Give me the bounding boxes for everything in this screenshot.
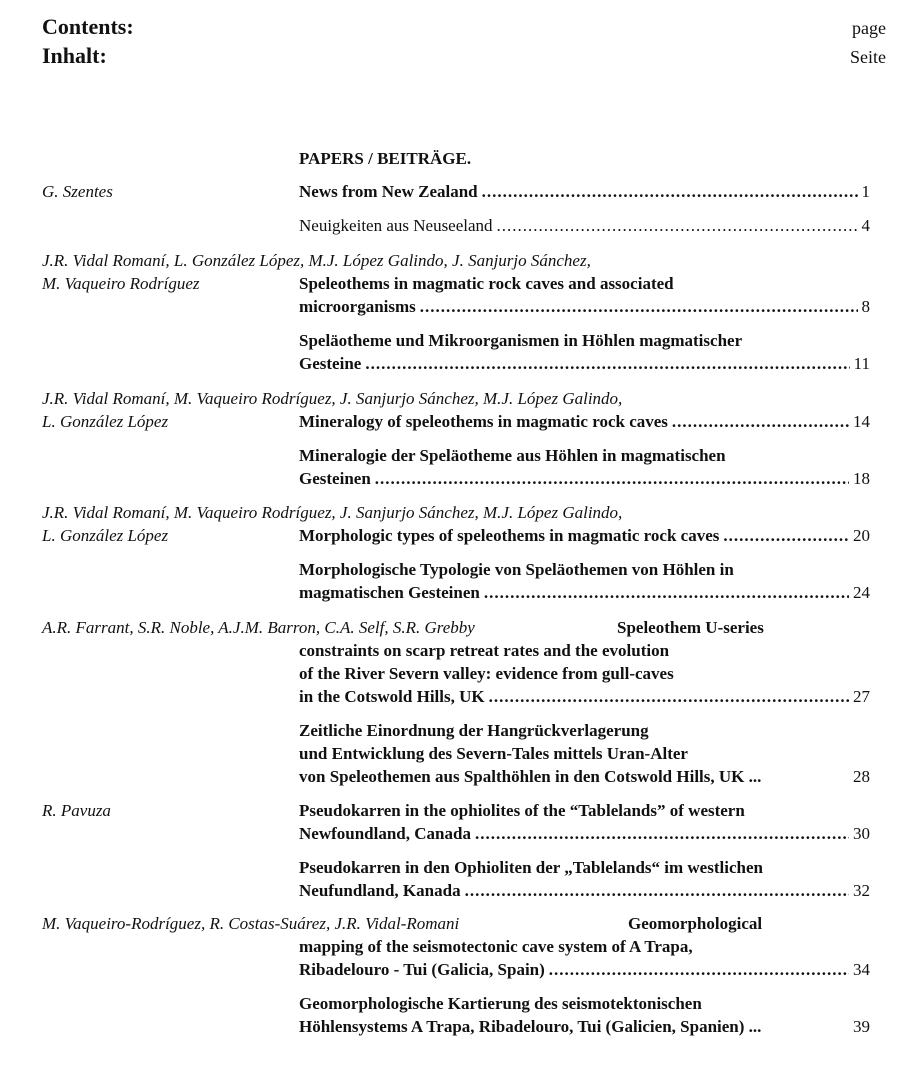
page-number: 11 [853, 354, 870, 373]
entry-title-line: Speleothem U-series [617, 618, 764, 637]
leader-dots [482, 182, 858, 202]
entry-authors: M. Vaqueiro Rodríguez [42, 274, 200, 293]
entry-title: Höhlensystems A Trapa, Ribadelouro, Tui (Galicien, Spanien) ... [299, 1017, 762, 1036]
entry-title: Mineralogy of speleothems in magmatic rock caves [299, 412, 668, 431]
entry-title-line: Mineralogie der Speläotheme aus Höhlen in magmatischen [299, 446, 726, 465]
entry-title: Newfoundland, Canada [299, 824, 471, 843]
toc-entry-de[interactable] [299, 767, 870, 787]
leader-dots [375, 469, 849, 489]
page-number: 8 [861, 297, 870, 316]
entry-title-line: Morphologische Typologie von Speläothemen von Höhlen in [299, 560, 734, 579]
entry-title-line: constraints on scarp retreat rates and the evolution [299, 641, 670, 660]
toc-entry-de[interactable] [299, 469, 870, 489]
entry-authors: R. Pavuza [42, 801, 111, 820]
page-column-label-de: Seite [850, 47, 886, 67]
entry-authors: A.R. Farrant, S.R. Noble, A.J.M. Barron, C.A. Self, S.R. Grebby [42, 618, 475, 637]
leader-dots [365, 354, 849, 374]
toc-entry-de[interactable] [299, 216, 870, 236]
page-number: 1 [861, 182, 870, 201]
entry-title: Neufundland, Kanada [299, 881, 461, 900]
entry-title: microorganisms [299, 297, 416, 316]
toc-entry-de[interactable] [299, 354, 870, 374]
page-number: 14 [853, 412, 870, 431]
page-number: 18 [853, 469, 870, 488]
section-title: PAPERS / BEITRÄGE. [299, 149, 472, 168]
leader-dots [549, 960, 849, 980]
page-number: 32 [853, 881, 870, 900]
entry-title: in the Cotswold Hills, UK [299, 687, 485, 706]
entry-title-line: Pseudokarren in den Ophioliten der „Tablelands“ im westlichen [299, 858, 763, 877]
leader-dots [465, 881, 849, 901]
page-number: 34 [853, 960, 870, 979]
contents-heading-en: Contents: [42, 14, 134, 39]
toc-entry-en[interactable] [299, 182, 870, 202]
entry-title-line: Geomorphologische Kartierung des seismotektonischen [299, 994, 702, 1013]
entry-title-line: of the River Severn valley: evidence from gull-caves [299, 664, 674, 683]
toc-entry-en[interactable] [299, 824, 870, 844]
entry-title: Neuigkeiten aus Neuseeland [299, 216, 493, 235]
entry-authors: J.R. Vidal Romaní, M. Vaqueiro Rodríguez, J. Sanjurjo Sánchez, M.J. López Galindo, [42, 503, 623, 522]
toc-entry-de[interactable] [299, 881, 870, 901]
page-number: 20 [853, 526, 870, 545]
page-number: 27 [853, 687, 870, 706]
page-number: 39 [853, 1017, 870, 1036]
toc-entry-de[interactable] [299, 583, 870, 603]
toc-entry-en[interactable] [299, 297, 870, 317]
entry-title-line: Speläotheme und Mikroorganismen in Höhlen magmatischer [299, 331, 743, 350]
entry-title: Gesteinen [299, 469, 371, 488]
leader-dots [497, 216, 858, 236]
leader-dots [672, 412, 849, 432]
toc-entry-en[interactable] [299, 687, 870, 707]
toc-entry-en[interactable] [299, 412, 870, 432]
entry-authors: G. Szentes [42, 182, 113, 201]
leader-dots [475, 824, 849, 844]
entry-title: von Speleothemen aus Spalthöhlen in den Cotswold Hills, UK ... [299, 767, 762, 786]
entry-title: magmatischen Gesteinen [299, 583, 480, 602]
entry-title-line: mapping of the seismotectonic cave system of A Trapa, [299, 937, 693, 956]
entry-title-line: Speleothems in magmatic rock caves and associated [299, 274, 674, 293]
entry-authors: J.R. Vidal Romaní, M. Vaqueiro Rodríguez, J. Sanjurjo Sánchez, M.J. López Galindo, [42, 389, 623, 408]
entry-title: Ribadelouro - Tui (Galicia, Spain) [299, 960, 545, 979]
toc-entry-en[interactable] [299, 960, 870, 980]
entry-title: Morphologic types of speleothems in magmatic rock caves [299, 526, 720, 545]
toc-entry-en[interactable] [299, 526, 870, 546]
entry-title: News from New Zealand [299, 182, 478, 201]
page-number: 4 [861, 216, 870, 235]
entry-authors: J.R. Vidal Romaní, L. González López, M.J. López Galindo, J. Sanjurjo Sánchez, [42, 251, 591, 270]
entry-authors: L. González López [42, 526, 169, 545]
entry-authors: L. González López [42, 412, 169, 431]
entry-title-line: und Entwicklung des Severn-Tales mittels Uran-Alter [299, 744, 688, 763]
leader-dots [723, 526, 849, 546]
leader-dots [484, 583, 849, 603]
leader-dots [489, 687, 849, 707]
page-column-label-en: page [852, 18, 886, 38]
entry-authors: M. Vaqueiro-Rodríguez, R. Costas-Suárez, J.R. Vidal-Romani [42, 914, 460, 933]
entry-title-line: Zeitliche Einordnung der Hangrückverlagerung [299, 721, 649, 740]
page-number: 30 [853, 824, 870, 843]
leader-dots [420, 297, 858, 317]
contents-heading-de: Inhalt: [42, 43, 107, 68]
page-number: 24 [853, 583, 870, 602]
entry-title-line: Pseudokarren in the ophiolites of the “Tablelands” of western [299, 801, 745, 820]
toc-entry-de[interactable] [299, 1017, 870, 1037]
entry-title-line: Geomorphological [628, 914, 763, 933]
entry-title: Gesteine [299, 354, 362, 373]
page-number: 28 [853, 767, 870, 786]
